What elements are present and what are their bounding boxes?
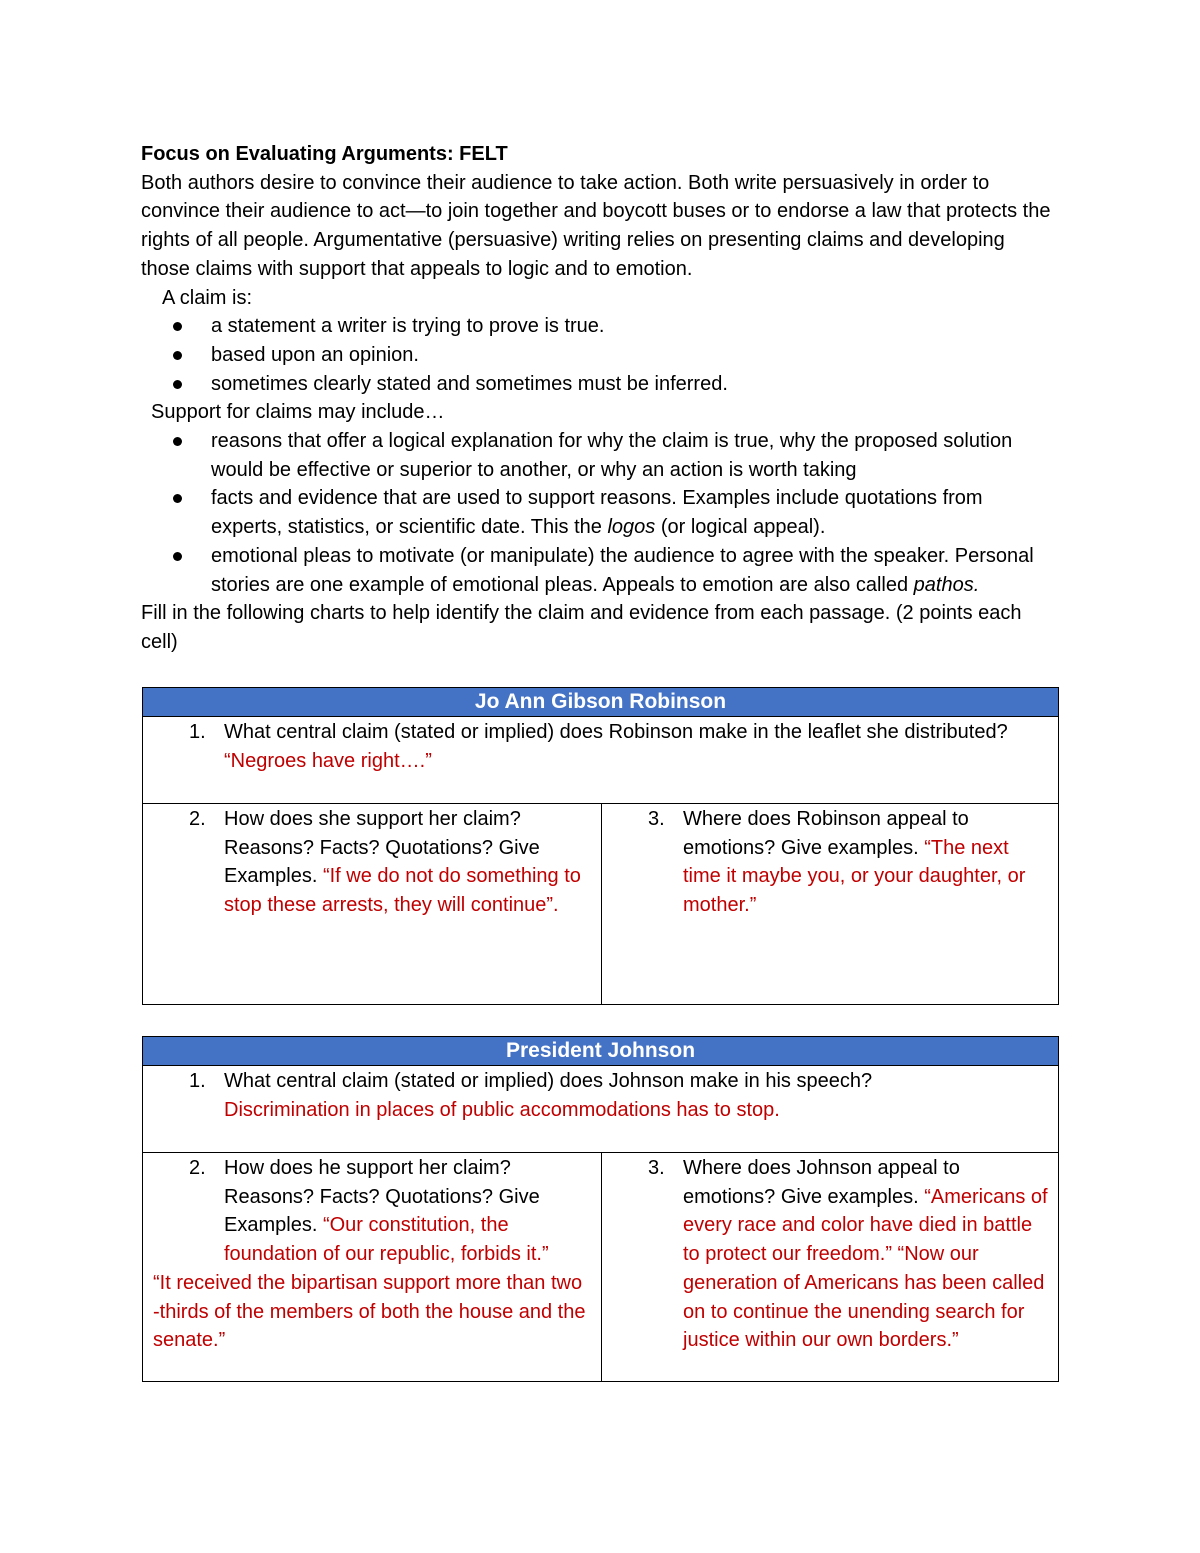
bullet-icon	[173, 494, 182, 503]
claim-label: A claim is:	[162, 286, 253, 309]
bullet-icon	[173, 552, 182, 561]
question-number: 3.	[648, 808, 665, 830]
bullet-icon	[173, 322, 182, 331]
list-item	[141, 542, 1059, 599]
claim-item-text: a statement a writer is trying to prove is true.	[211, 315, 605, 338]
robinson-q1-cell[interactable]	[143, 717, 1059, 804]
robinson-q3-answer: “The next time it maybe you, or your daughter, or mother.”	[683, 836, 1026, 917]
support-label: Support for claims may include…	[151, 401, 445, 424]
table-row	[143, 1066, 1059, 1153]
robinson-q1	[143, 717, 1058, 775]
robinson-q1-answer: “Negroes have right….”	[224, 749, 432, 772]
robinson-q3-text: Where does Robinson appeal to emotions? Give examples.	[683, 808, 969, 859]
table-row	[143, 688, 1059, 717]
claim-list	[141, 312, 1059, 398]
claim-item-text: sometimes clearly stated and sometimes must be inferred.	[211, 372, 728, 395]
robinson-chart-title: Jo Ann Gibson Robinson	[143, 688, 1059, 717]
johnson-q1-text: What central claim (stated or implied) does Johnson make in his speech?	[224, 1070, 873, 1092]
johnson-q2	[143, 1153, 601, 1269]
robinson-q1-text: What central claim (stated or implied) does Robinson make in the leaflet she distributed?	[224, 721, 1008, 743]
bullet-icon	[173, 437, 182, 446]
johnson-q2-answer: “Our constitution, the foundation of our republic, forbids it.”	[224, 1214, 549, 1266]
johnson-q2-extra-answer: “It received the bipartisan support more than two -thirds of the members of both the house and the senate.”	[153, 1271, 586, 1352]
support-emotion-text: emotional pleas to motivate (or manipulate) the audience to agree with the speaker. Personal stories are one example of emotional pleas. Appeals to emotion are also called	[211, 544, 1034, 596]
robinson-q2-cell[interactable]	[143, 804, 602, 1005]
support-facts-text: facts and evidence that are used to support reasons. Examples include quotations from experts, statistics, or scientific date. This the	[211, 487, 983, 539]
question-number: 2.	[189, 808, 206, 830]
johnson-q1-cell[interactable]	[143, 1066, 1059, 1153]
table-row	[143, 1037, 1059, 1066]
list-item	[141, 341, 1059, 370]
list-item	[141, 312, 1059, 341]
table-row	[143, 717, 1059, 804]
question-number: 3.	[648, 1157, 665, 1179]
robinson-q2-text: How does she support her claim? Reasons? Facts? Quotations? Give Examples.	[224, 808, 540, 888]
johnson-q3-answer: “Americans of every race and color have died in battle to protect our freedom.” “Now our generation of Americans has been called on to continue the unending search for justice within our own borders.”	[683, 1185, 1048, 1352]
robinson-chart	[142, 687, 1059, 1005]
support-list	[141, 427, 1059, 599]
question-number: 2.	[189, 1157, 206, 1179]
list-item	[141, 370, 1059, 399]
list-item	[141, 484, 1059, 541]
table-row	[143, 1153, 1059, 1382]
list-item	[141, 427, 1059, 484]
support-facts-text-end: (or logical appeal).	[655, 516, 826, 539]
claim-item-text: based upon an opinion.	[211, 343, 419, 366]
document-body	[141, 140, 1059, 657]
instructions: Fill in the following charts to help identify the claim and evidence from each passage. (2 points each cell)	[141, 602, 1022, 653]
robinson-q3	[602, 804, 1058, 920]
johnson-q3-text: Where does Johnson appeal to emotions? Give examples.	[683, 1157, 960, 1208]
pathos-term: pathos.	[913, 573, 980, 596]
table-row	[143, 804, 1059, 1005]
johnson-q2-cell[interactable]	[143, 1153, 602, 1382]
johnson-q1	[143, 1066, 1058, 1124]
question-number: 1.	[189, 1070, 206, 1092]
johnson-chart-title: President Johnson	[143, 1037, 1059, 1066]
johnson-q1-answer: Discrimination in places of public accommodations has to stop.	[224, 1098, 780, 1121]
page-title: Focus on Evaluating Arguments: FELT	[141, 143, 508, 165]
robinson-q2	[143, 804, 601, 920]
logos-term: logos	[607, 516, 656, 539]
johnson-chart	[142, 1036, 1059, 1382]
bullet-icon	[173, 380, 182, 389]
johnson-q3	[602, 1153, 1058, 1355]
robinson-q3-cell[interactable]	[602, 804, 1059, 1005]
bullet-icon	[173, 351, 182, 360]
intro-paragraph: Both authors desire to convince their audience to take action. Both write persuasively in order to convince their audience to act—to join together and boycott buses or to endorse a law that protects the rights of all people. Argumentative (persuasive) writing relies on presenting claims and developing those claims with support that appeals to logic and to emotion.	[141, 171, 1051, 280]
johnson-q3-cell[interactable]	[602, 1153, 1059, 1382]
robinson-q2-answer: “If we do not do something to stop these arrests, they will continue”.	[224, 865, 581, 917]
johnson-q2-text: How does he support her claim? Reasons? Facts? Quotations? Give Examples.	[224, 1157, 540, 1237]
support-reasons-text: reasons that offer a logical explanation for why the claim is true, why the proposed solution would be effective or superior to another, or why an action is worth taking	[211, 430, 1013, 481]
question-number: 1.	[189, 721, 206, 743]
